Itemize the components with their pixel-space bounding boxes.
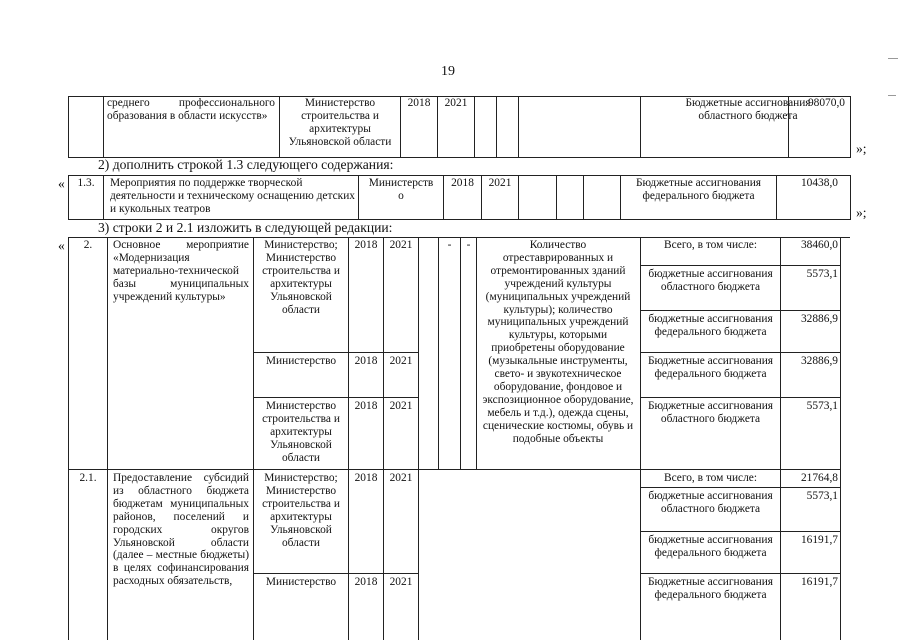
row-2-1-sub-0-executor: Министерство; Министерство строительства и архитектуры Ульяновской области: [262, 472, 340, 549]
part-a-executor: Министерство строительства и архитектуры Ульяновской области: [288, 97, 392, 148]
scan-mark: [888, 95, 896, 96]
row-1-3-end: 2021: [488, 177, 512, 189]
row-2-sub-0-end: 2021: [389, 239, 413, 251]
row-1-3-amount: 10438,0: [800, 177, 838, 189]
row-2-sub-1-fund-0-amount: 32886,9: [800, 355, 838, 367]
instruction-3: 3) строки 2 и 2.1 изложить в следующей редакции:: [98, 220, 393, 235]
row-2-sub-0-executor: Министерство; Министерство строительства и архитектуры Ульяновской области: [262, 239, 340, 316]
part-a-start: 2018: [407, 97, 431, 109]
row-2-sub-2-end: 2021: [389, 400, 413, 412]
row-2-1-sub-0-fund-0-amount: 21764,8: [800, 472, 838, 484]
row-2-sub-1-end: 2021: [389, 355, 413, 367]
row-2-sub-2-fund-0-source: Бюджетные ассигнования областного бюджета: [647, 400, 774, 425]
row-2-1-num: 2.1.: [79, 472, 97, 484]
row-2-1-sub-0-fund-1-source: бюджетные ассигнования областного бюджета: [648, 490, 773, 515]
row-2-1-sub-0-fund-2-source: бюджетные ассигнования федерального бюджета: [648, 534, 773, 559]
row-2-dash-1: -: [447, 239, 452, 251]
row-1-3-num: 1.3.: [77, 177, 95, 189]
part-a-close-mark: »;: [856, 141, 867, 156]
row-1-3-name: Мероприятия по поддержке творческой деятельности и техническому оснащению детских и кукольных театров: [110, 177, 355, 215]
row-2-sub-0-fund-0-amount: 38460,0: [800, 239, 838, 251]
open-quote-mark: «: [58, 176, 65, 191]
row-2-sub-1-start: 2018: [354, 355, 378, 367]
row-1-3-source: Бюджетные ассигнования федерального бюджета: [635, 177, 762, 202]
row-2-name: Основное мероприятие «Модернизация материально-технической базы муниципальных учреждений культуры»: [113, 239, 249, 303]
row-2-indicators: Количество отреставрированных и отремонтированных зданий учреждений культуры (муниципальных учреждений культуры); количество муниципальных учреждений культуры, которыми приобретены оборудование (музыкальные инструменты, свето- и звукотехническое оборудование, фондовое и экспозиционное оборудование, мебель и т.д.), одежда сцены, сценические костюмы, обувь и подобные объекты: [482, 239, 634, 445]
page-number: 19: [441, 64, 455, 79]
row-2-sub-2-executor: Министерство строительства и архитектуры Ульяновской области: [262, 400, 340, 464]
row-2-1-sub-0-fund-0-source: Всего, в том числе:: [664, 472, 757, 484]
row-2-sub-0-fund-2-source: бюджетные ассигнования федерального бюджета: [648, 313, 773, 338]
row-2-sub-0-fund-1-source: бюджетные ассигнования областного бюджета: [648, 268, 773, 293]
instruction-2: 2) дополнить строкой 1.3 следующего содержания:: [98, 157, 394, 172]
row-2-dash-2: -: [466, 239, 471, 251]
row-2-1-sub-0-fund-1-amount: 5573,1: [806, 490, 838, 502]
row-2-sub-1-fund-0-source: Бюджетные ассигнования федерального бюджета: [647, 355, 774, 380]
row-2-1-sub-1-executor: Министерство: [265, 576, 337, 588]
row-2-1-sub-1-fund-0-source: Бюджетные ассигнования федерального бюджета: [647, 576, 774, 601]
row-2-1-name: Предоставление субсидий из областного бюджета бюджетам муниципальных районов, поселений и городских округов Ульяновской области (далее – местные бюджеты) в целях софинансирования расходных обязательств,: [113, 472, 249, 588]
row-2-sub-2-fund-0-amount: 5573,1: [806, 400, 838, 412]
row-1-3-executor: Министерство: [368, 177, 434, 202]
row-2-sub-0-start: 2018: [354, 239, 378, 251]
part-a-amount: 98070,0: [807, 97, 845, 109]
row-2-num: 2.: [83, 239, 93, 251]
row-2-sub-0-fund-0-source: Всего, в том числе:: [664, 239, 757, 251]
row-2-1-sub-1-fund-0-amount: 16191,7: [800, 576, 838, 588]
row-2-1-sub-0-fund-2-amount: 16191,7: [800, 534, 838, 546]
row-2-1-sub-1-end: 2021: [389, 576, 413, 588]
row-2-1-sub-1-start: 2018: [354, 576, 378, 588]
row-1-3-close-mark: »;: [856, 205, 867, 220]
open-quote-mark: «: [58, 238, 65, 253]
part-a-end: 2021: [444, 97, 468, 109]
row-2-sub-2-start: 2018: [354, 400, 378, 412]
part-a-name: среднего профессионального образования в области искусств»: [107, 97, 275, 122]
row-2-sub-0-fund-2-amount: 32886,9: [800, 313, 838, 325]
scan-mark: [888, 58, 898, 59]
row-2-1-sub-0-start: 2018: [354, 472, 378, 484]
row-2-sub-1-executor: Министерство: [265, 355, 337, 367]
part-a-source: Бюджетные ассигнования областного бюджета: [685, 97, 811, 122]
row-2-sub-0-fund-1-amount: 5573,1: [806, 268, 838, 280]
row-1-3-start: 2018: [451, 177, 474, 189]
row-2-1-sub-0-end: 2021: [389, 472, 413, 484]
